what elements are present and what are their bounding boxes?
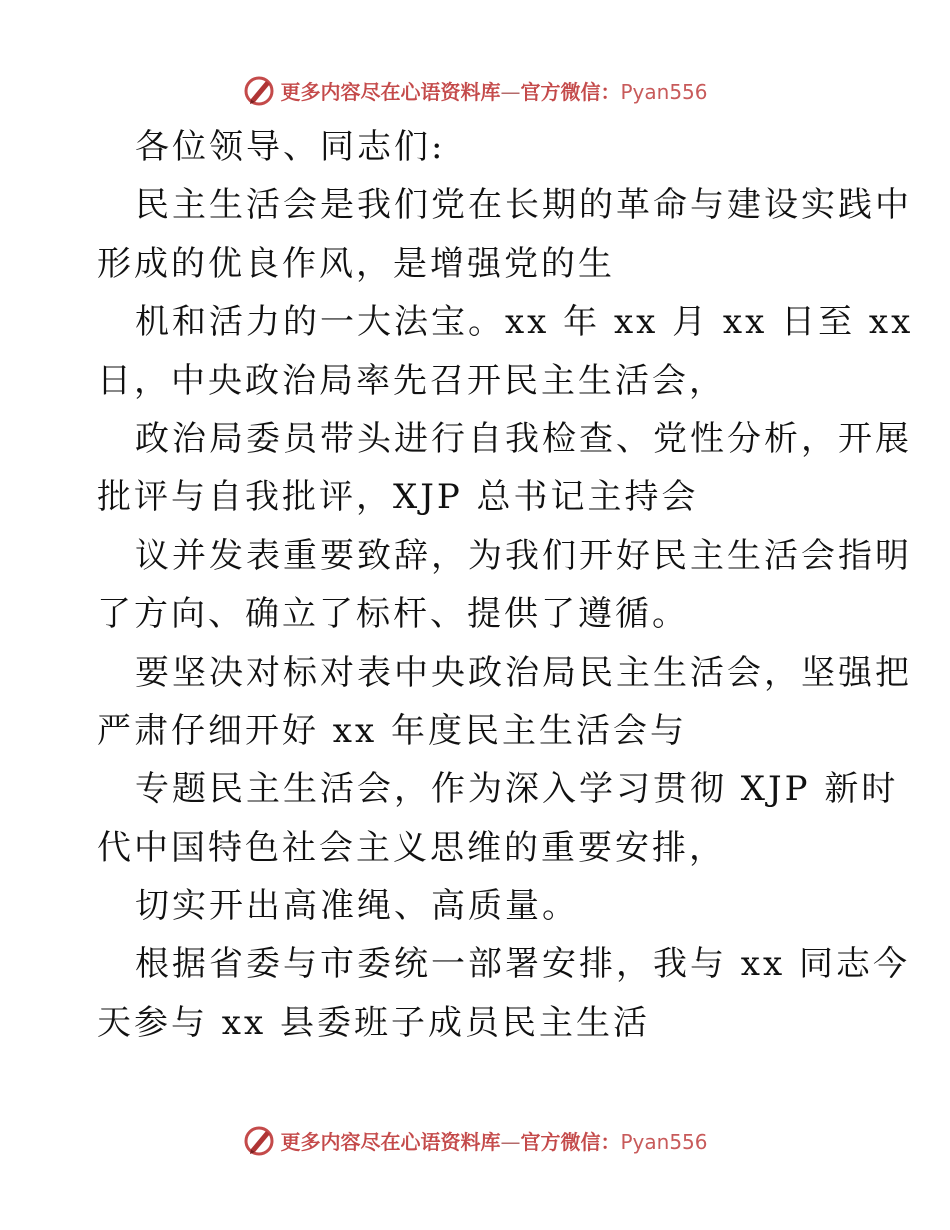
paragraph-line: 根据省委与市委统一部署安排，我与 xx 同志今 [135, 944, 910, 985]
salutation: 各位领导、同志们: [135, 127, 446, 167]
document-body [97, 118, 914, 1052]
footer-watermark [0, 1120, 950, 1160]
paragraph-line: 民主生活会是我们党在长期的革命与建设实践中 [135, 185, 912, 226]
watermark-text: 更多内容尽在心语资料库 [280, 1129, 501, 1154]
paragraph-line: 形成的优良作风，是增强党的生 [97, 243, 615, 284]
paragraph-line: 天参与 xx 县委班子成员民主生活 [97, 1002, 650, 1043]
pen-logo-icon [242, 1123, 276, 1157]
header-watermark [0, 70, 950, 110]
watermark-account-handle: Pyan556 [620, 79, 708, 104]
watermark-dash: — [500, 1129, 521, 1154]
watermark-account-label: 官方微信： [520, 1129, 621, 1154]
watermark-account-handle: Pyan556 [620, 1129, 708, 1154]
paragraph-line: 议并发表重要致辞，为我们开好民主生活会指明 [135, 535, 912, 576]
pen-logo-icon [242, 73, 276, 107]
paragraph-line: 切实开出高准绳、高质量。 [135, 886, 579, 927]
paragraph-line: 日，中央政治局率先召开民主生活会， [97, 360, 726, 401]
watermark-text: 更多内容尽在心语资料库 [280, 79, 501, 104]
watermark-dash: — [500, 79, 521, 104]
paragraph-line: 专题民主生活会，作为深入学习贯彻 XJP 新时 [135, 769, 899, 810]
paragraph-line: 政治局委员带头进行自我检查、党性分析，开展 [135, 418, 912, 459]
paragraph-line: 要坚决对标对表中央政治局民主生活会，坚强把 [135, 652, 912, 693]
paragraph-line: 机和活力的一大法宝。xx 年 xx 月 xx 日至 xx [135, 302, 914, 343]
paragraph-line: 了方向、确立了标杆、提供了遵循。 [97, 594, 689, 635]
paragraph-line: 批评与自我批评，XJP 总书记主持会 [97, 477, 699, 518]
paragraph-line: 严肃仔细开好 xx 年度民主生活会与 [97, 710, 687, 751]
watermark-account-label: 官方微信： [520, 79, 621, 104]
paragraph-line: 代中国特色社会主义思维的重要安排， [97, 827, 726, 868]
